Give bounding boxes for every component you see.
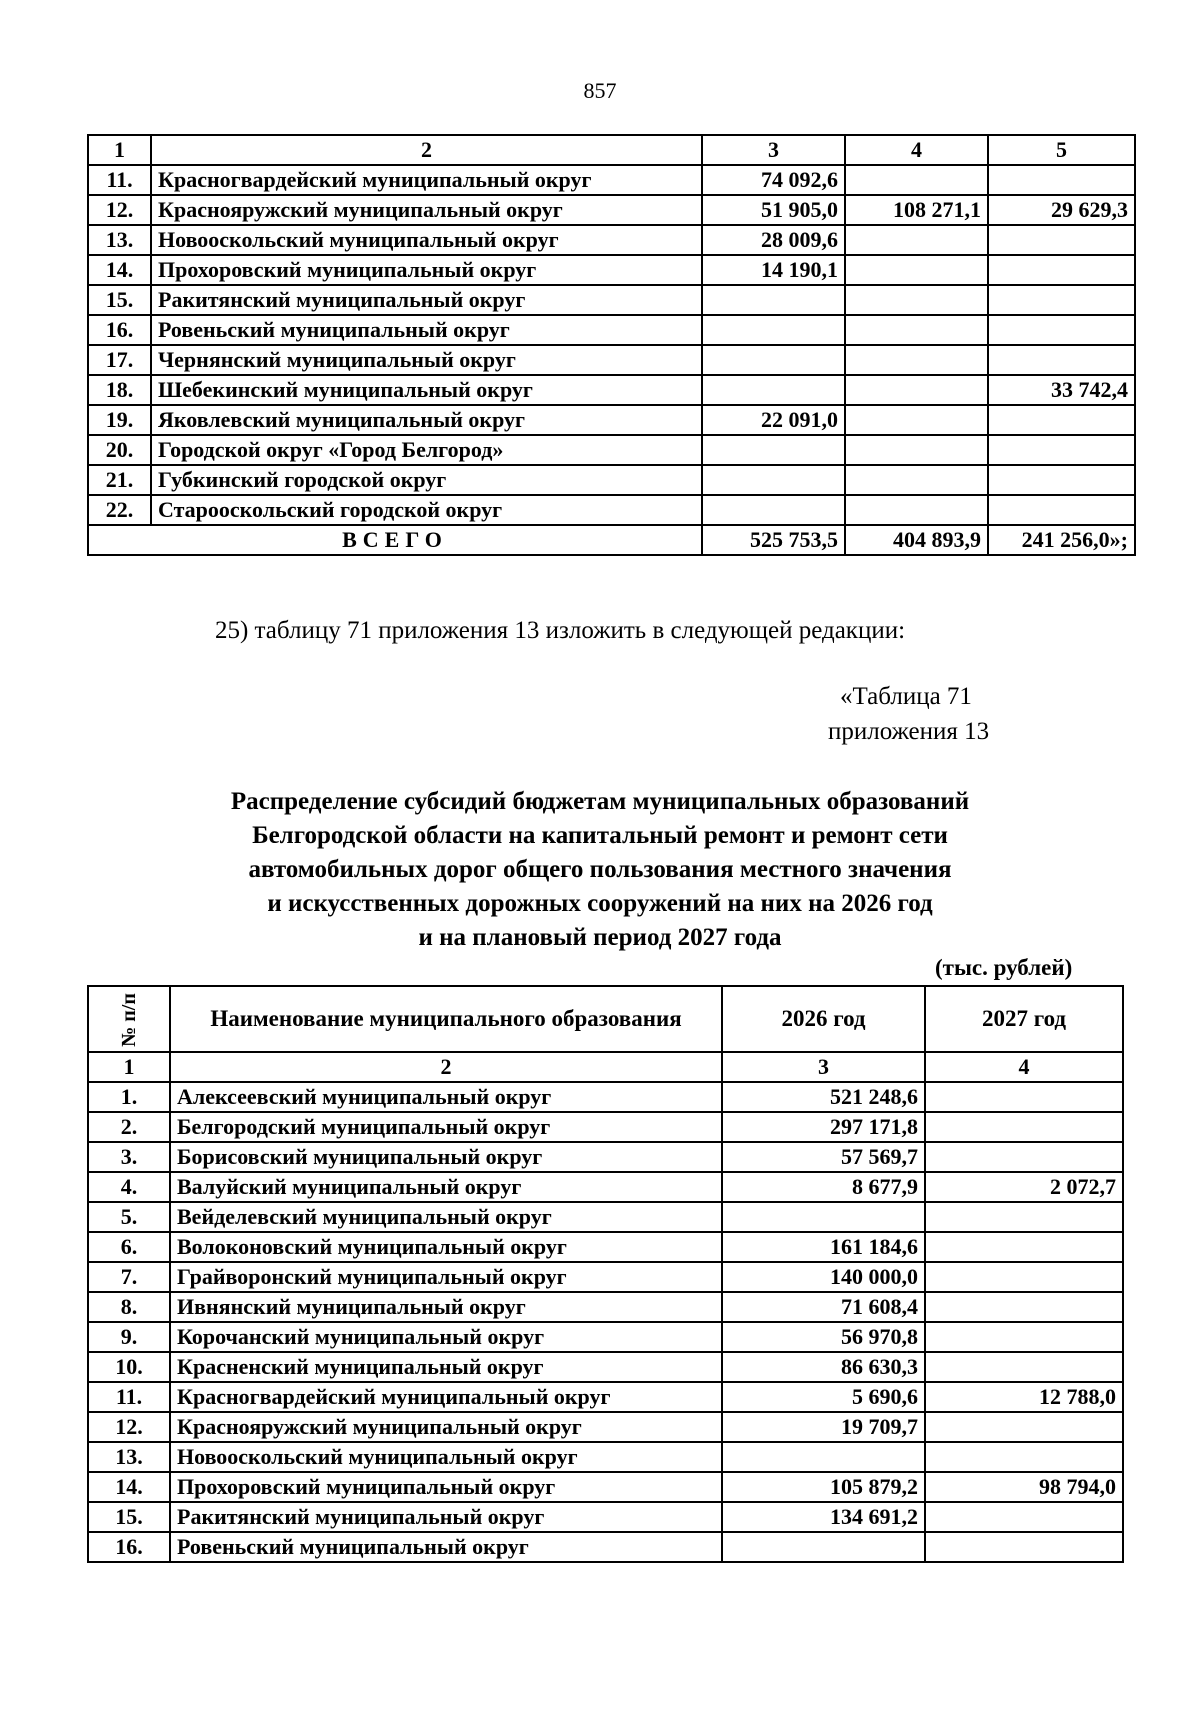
table-row — [88, 1262, 1123, 1292]
value-col4 — [845, 285, 988, 315]
value-col3 — [702, 435, 845, 465]
value-col3 — [702, 465, 845, 495]
row-number: 1. — [88, 1082, 170, 1112]
row-number: 14. — [88, 1472, 170, 1502]
table-row — [88, 1112, 1123, 1142]
value-col3: 74 092,6 — [702, 165, 845, 195]
value-col4 — [845, 345, 988, 375]
header-2027: 2027 год — [925, 986, 1123, 1052]
municipality-name: Корочанский муниципальный округ — [170, 1322, 722, 1352]
value-2026 — [722, 1442, 925, 1472]
value-2026: 57 569,7 — [722, 1142, 925, 1172]
value-col4 — [845, 405, 988, 435]
municipality-name: Красногвардейский муниципальный округ — [151, 165, 702, 195]
municipality-name: Белгородский муниципальный округ — [170, 1112, 722, 1142]
total-label: ВСЕГО — [88, 525, 702, 555]
value-2026: 105 879,2 — [722, 1472, 925, 1502]
row-number: 9. — [88, 1322, 170, 1352]
table-row — [88, 405, 1135, 435]
row-number: 8. — [88, 1292, 170, 1322]
value-col5 — [988, 165, 1135, 195]
instruction-paragraph: 25) таблицу 71 приложения 13 изложить в следующей редакции: — [214, 617, 906, 644]
value-2027 — [925, 1532, 1123, 1562]
municipality-name: Краснояружский муниципальный округ — [151, 195, 702, 225]
value-col5 — [988, 495, 1135, 525]
value-col4 — [845, 435, 988, 465]
value-2027 — [925, 1112, 1123, 1142]
table-71 — [87, 985, 1124, 1563]
row-number: 22. — [88, 495, 151, 525]
value-2026: 56 970,8 — [722, 1322, 925, 1352]
page-number: 857 — [583, 78, 617, 103]
table-row — [88, 435, 1135, 465]
row-number: 16. — [88, 1532, 170, 1562]
table-row — [88, 1412, 1123, 1442]
municipality-name: Вейделевский муниципальный округ — [170, 1202, 722, 1232]
column-number: 3 — [722, 1052, 925, 1082]
municipality-name: Валуйский муниципальный округ — [170, 1172, 722, 1202]
row-number: 19. — [88, 405, 151, 435]
value-col5 — [988, 405, 1135, 435]
header-number-label: № п/п — [117, 992, 140, 1047]
value-2026: 8 677,9 — [722, 1172, 925, 1202]
row-number: 13. — [88, 1442, 170, 1472]
municipality-name: Красненский муниципальный округ — [170, 1352, 722, 1382]
title-line: автомобильных дорог общего пользования местного значения — [248, 856, 952, 883]
municipality-name: Прохоровский муниципальный округ — [170, 1472, 722, 1502]
column-number: 1 — [88, 135, 151, 165]
value-2027 — [925, 1322, 1123, 1352]
column-number: 1 — [88, 1052, 170, 1082]
municipality-name: Старооскольский городской округ — [151, 495, 702, 525]
row-number: 16. — [88, 315, 151, 345]
municipality-name: Грайворонский муниципальный округ — [170, 1262, 722, 1292]
value-col5 — [988, 465, 1135, 495]
column-number: 4 — [845, 135, 988, 165]
value-col3 — [702, 495, 845, 525]
row-number: 20. — [88, 435, 151, 465]
row-number: 13. — [88, 225, 151, 255]
total-col3: 525 753,5 — [702, 525, 845, 555]
value-2027 — [925, 1232, 1123, 1262]
value-col4 — [845, 495, 988, 525]
row-number: 12. — [88, 195, 151, 225]
municipality-name: Ракитянский муниципальный округ — [151, 285, 702, 315]
table-continuation — [87, 134, 1136, 556]
row-number: 12. — [88, 1412, 170, 1442]
table-row — [88, 1232, 1123, 1262]
value-2026: 161 184,6 — [722, 1232, 925, 1262]
table-row — [88, 315, 1135, 345]
row-number: 17. — [88, 345, 151, 375]
row-number: 2. — [88, 1112, 170, 1142]
value-2027 — [925, 1292, 1123, 1322]
value-2026: 140 000,0 — [722, 1262, 925, 1292]
value-2027: 12 788,0 — [925, 1382, 1123, 1412]
municipality-name: Алексеевский муниципальный округ — [170, 1082, 722, 1112]
value-col4 — [845, 255, 988, 285]
total-col5: 241 256,0»; — [988, 525, 1135, 555]
table-row — [88, 1472, 1123, 1502]
header-number — [88, 986, 170, 1052]
row-number: 15. — [88, 1502, 170, 1532]
table-row — [88, 495, 1135, 525]
row-number: 21. — [88, 465, 151, 495]
value-col5 — [988, 345, 1135, 375]
table-row — [88, 165, 1135, 195]
value-col4 — [845, 165, 988, 195]
value-2026: 134 691,2 — [722, 1502, 925, 1532]
table-row — [88, 255, 1135, 285]
value-2027 — [925, 1202, 1123, 1232]
header-name: Наименование муниципального образования — [170, 986, 722, 1052]
units-label: (тыс. рублей) — [935, 955, 1073, 980]
header-2026: 2026 год — [722, 986, 925, 1052]
municipality-name: Борисовский муниципальный округ — [170, 1142, 722, 1172]
value-col3: 14 190,1 — [702, 255, 845, 285]
table-row — [88, 1532, 1123, 1562]
municipality-name: Краснояружский муниципальный округ — [170, 1412, 722, 1442]
row-number: 6. — [88, 1232, 170, 1262]
table-row — [88, 1442, 1123, 1472]
value-col3: 22 091,0 — [702, 405, 845, 435]
title-line: Белгородской области на капитальный ремонт и ремонт сети — [252, 822, 948, 849]
row-number: 14. — [88, 255, 151, 285]
column-number: 5 — [988, 135, 1135, 165]
row-number: 10. — [88, 1352, 170, 1382]
row-number: 15. — [88, 285, 151, 315]
table-row — [88, 1082, 1123, 1112]
value-2026: 19 709,7 — [722, 1412, 925, 1442]
value-2027 — [925, 1262, 1123, 1292]
value-2026: 297 171,8 — [722, 1112, 925, 1142]
municipality-name: Городской округ «Город Белгород» — [151, 435, 702, 465]
value-col4 — [845, 375, 988, 405]
value-col3 — [702, 345, 845, 375]
value-2027 — [925, 1442, 1123, 1472]
value-2027 — [925, 1082, 1123, 1112]
table-row — [88, 465, 1135, 495]
title-line: и искусственных дорожных сооружений на них на 2026 год — [267, 890, 933, 917]
table-title — [0, 785, 1200, 955]
total-row — [88, 525, 1135, 555]
value-2027: 98 794,0 — [925, 1472, 1123, 1502]
column-number: 4 — [925, 1052, 1123, 1082]
municipality-name: Ровеньский муниципальный округ — [170, 1532, 722, 1562]
value-2026: 86 630,3 — [722, 1352, 925, 1382]
row-number: 4. — [88, 1172, 170, 1202]
municipality-name: Ровеньский муниципальный округ — [151, 315, 702, 345]
table2-header-row — [88, 986, 1123, 1052]
table-row — [88, 1202, 1123, 1232]
municipality-name: Ракитянский муниципальный округ — [170, 1502, 722, 1532]
municipality-name: Красногвардейский муниципальный округ — [170, 1382, 722, 1412]
column-number: 3 — [702, 135, 845, 165]
table-reference-line1: «Таблица 71 — [840, 683, 972, 710]
value-col3 — [702, 375, 845, 405]
table-row — [88, 1382, 1123, 1412]
value-col5 — [988, 225, 1135, 255]
municipality-name: Новооскольский муниципальный округ — [170, 1442, 722, 1472]
value-col4 — [845, 315, 988, 345]
value-2027 — [925, 1502, 1123, 1532]
value-col5 — [988, 285, 1135, 315]
value-col4: 108 271,1 — [845, 195, 988, 225]
title-line: и на плановый период 2027 года — [418, 924, 782, 951]
value-2027 — [925, 1412, 1123, 1442]
municipality-name: Чернянский муниципальный округ — [151, 345, 702, 375]
value-col5 — [988, 315, 1135, 345]
row-number: 11. — [88, 1382, 170, 1412]
row-number: 5. — [88, 1202, 170, 1232]
value-col3: 28 009,6 — [702, 225, 845, 255]
table1-body — [88, 135, 1135, 555]
municipality-name: Шебекинский муниципальный округ — [151, 375, 702, 405]
municipality-name: Губкинский городской округ — [151, 465, 702, 495]
table-row — [88, 195, 1135, 225]
table-row — [88, 375, 1135, 405]
municipality-name: Новооскольский муниципальный округ — [151, 225, 702, 255]
table-row — [88, 1322, 1123, 1352]
value-2026: 71 608,4 — [722, 1292, 925, 1322]
table2-body — [88, 986, 1123, 1562]
value-2027: 2 072,7 — [925, 1172, 1123, 1202]
value-col5: 29 629,3 — [988, 195, 1135, 225]
column-number: 2 — [151, 135, 702, 165]
value-col3: 51 905,0 — [702, 195, 845, 225]
municipality-name: Ивнянский муниципальный округ — [170, 1292, 722, 1322]
table-reference-line2: приложения 13 — [828, 718, 990, 745]
row-number: 7. — [88, 1262, 170, 1292]
value-col5: 33 742,4 — [988, 375, 1135, 405]
title-line: Распределение субсидий бюджетам муниципальных образований — [230, 788, 970, 815]
table2-column-numbers — [88, 1052, 1123, 1082]
row-number: 3. — [88, 1142, 170, 1172]
row-number: 11. — [88, 165, 151, 195]
value-2027 — [925, 1142, 1123, 1172]
table-row — [88, 1142, 1123, 1172]
value-col4 — [845, 225, 988, 255]
value-col4 — [845, 465, 988, 495]
table-row — [88, 1292, 1123, 1322]
municipality-name: Прохоровский муниципальный округ — [151, 255, 702, 285]
column-number: 2 — [170, 1052, 722, 1082]
table-row — [88, 225, 1135, 255]
value-col3 — [702, 315, 845, 345]
value-2026 — [722, 1532, 925, 1562]
table-row — [88, 285, 1135, 315]
row-number: 18. — [88, 375, 151, 405]
value-col5 — [988, 255, 1135, 285]
value-2027 — [925, 1352, 1123, 1382]
table-row — [88, 345, 1135, 375]
value-2026 — [722, 1202, 925, 1232]
value-2026: 5 690,6 — [722, 1382, 925, 1412]
value-col5 — [988, 435, 1135, 465]
table-row — [88, 1502, 1123, 1532]
value-col3 — [702, 285, 845, 315]
table-row — [88, 1352, 1123, 1382]
table-row — [88, 1172, 1123, 1202]
total-col4: 404 893,9 — [845, 525, 988, 555]
municipality-name: Яковлевский муниципальный округ — [151, 405, 702, 435]
table1-column-numbers — [88, 135, 1135, 165]
municipality-name: Волоконовский муниципальный округ — [170, 1232, 722, 1262]
value-2026: 521 248,6 — [722, 1082, 925, 1112]
